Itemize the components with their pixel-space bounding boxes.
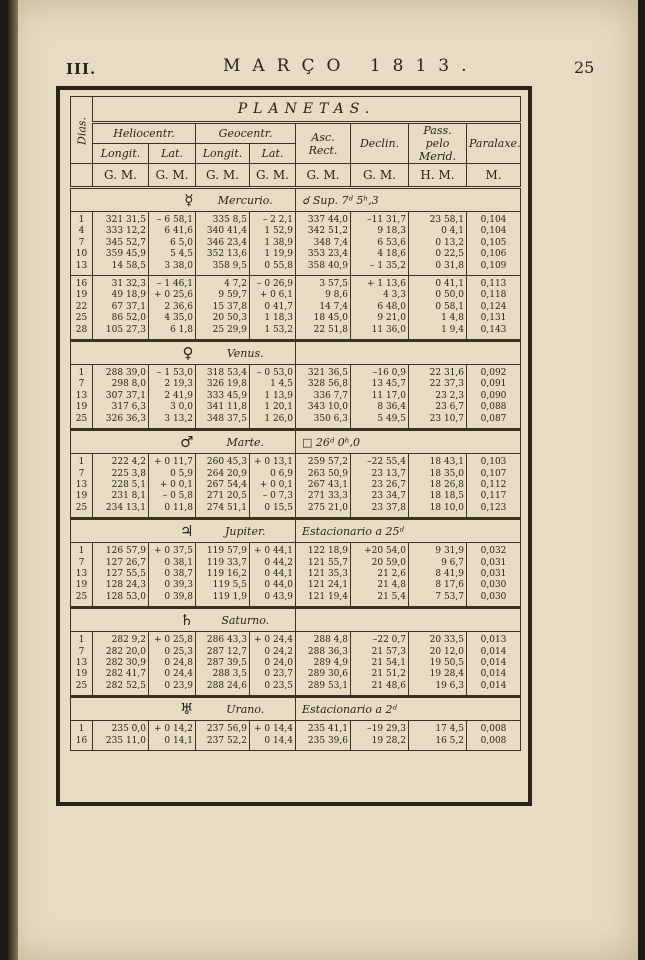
pass-merid-cell: 0 41,1 0 50,0 0 58,1 1 4,8 1 9,4 [409,276,467,341]
geo-lat-cell: + 0 13,1 0 6,9 + 0 0,1 – 0 7,3 0 15,5 [250,454,296,519]
asc-rect-cell: 122 18,9 121 55,7 121 35,3 121 24,1 121 19,4 [296,543,351,608]
helio-lat-cell: – 1 46,1 + 0 25,6 2 36,6 4 35,0 6 1,8 [149,276,196,341]
planet-note: Estacionario a 2ᵈ [296,697,521,721]
uranus-symbol-icon: ♅ [180,700,194,719]
pass-merid-cell: 22 31,6 22 37,3 23 2,3 23 6,7 23 10,7 [409,365,467,430]
geo-lat-header: Lat. [250,144,296,164]
jupiter-symbol-icon: ♃ [180,522,194,541]
planet-header-urano [71,697,521,721]
helio-lat-cell: + 0 37,5 0 38,1 0 38,7 0 39,3 0 39,8 [149,543,196,608]
data-block [71,721,521,751]
planets-table [70,96,521,751]
helio-longit-cell: 235 0,0 235 11,0 [93,721,149,751]
planet-header-saturno [71,608,521,632]
dias-header: Dias. [71,97,93,164]
data-block [71,276,521,341]
declin-cell: + 1 13,6 4 3,3 6 48,0 9 21,0 11 36,0 [351,276,409,341]
planetas-header: PLANETAS. [93,97,521,123]
planet-name: Marte. [196,430,296,454]
units-cell: G. M. [196,164,250,188]
pass-merid-header: Pass. pelo Merid. [409,123,467,164]
declin-cell: –16 0,9 13 45,7 11 17,0 8 36,4 5 49,5 [351,365,409,430]
geo-longit-cell: 318 53,4 326 19,8 333 45,9 341 11,8 348 37,5 [196,365,250,430]
paralaxe-cell: 0,032 0,031 0,031 0,030 0,030 [467,543,521,608]
month-title: MARÇO 1813. [223,56,479,76]
mars-symbol-icon: ♂ [180,433,194,452]
planet-header-venus [71,341,521,365]
helio-lat-cell: – 1 53,0 2 19,3 2 41,9 3 0,0 3 13,2 [149,365,196,430]
saturn-symbol-icon: ♄ [180,611,194,630]
data-block [71,212,521,276]
helio-lat-cell: + 0 14,2 0 14,1 [149,721,196,751]
asc-rect-cell: 259 57,2 263 50,9 267 43,1 271 33,3 275 21,0 [296,454,351,519]
data-block [71,632,521,697]
paralaxe-cell: 0,104 0,104 0,105 0,106 0,109 [467,212,521,276]
geo-lat-cell: – 0 53,0 1 4,5 1 13,9 1 20,1 1 26,0 [250,365,296,430]
dias-cell: 1 16 [71,721,93,751]
units-row [71,164,521,188]
planet-note [296,608,521,632]
declin-cell: +20 54,0 20 59,0 21 2,6 21 4,8 21 5,4 [351,543,409,608]
units-cell: G. M. [250,164,296,188]
planet-note: Estacionario a 25ᵈ [296,519,521,543]
helio-lat-header: Lat. [149,144,196,164]
running-header [8,52,638,82]
geo-lat-cell: + 0 14,4 0 14,4 [250,721,296,751]
geo-lat-cell: + 0 44,1 0 44,2 0 44,1 0 44,0 0 43,9 [250,543,296,608]
asc-rect-cell: 235 41,1 235 39,6 [296,721,351,751]
book-page [8,0,638,960]
helio-longit-header: Longit. [93,144,149,164]
paralaxe-cell: 0,092 0,091 0,090 0,088 0,087 [467,365,521,430]
planet-note [296,341,521,365]
units-cell: H. M. [409,164,467,188]
paralaxe-header: Paralaxe. [467,123,521,164]
asc-rect-cell: 3 57,5 9 8,6 14 7,4 18 45,0 22 51,8 [296,276,351,341]
pass-merid-cell: 20 33,5 20 12,0 19 50,5 19 28,4 19 6,3 [409,632,467,697]
planet-header-jupiter [71,519,521,543]
units-cell: M. [467,164,521,188]
helio-longit-cell: 321 31,5 333 12,2 345 52,7 359 45,9 14 58,5 [93,212,149,276]
geo-longit-cell: 260 45,3 264 20,9 267 54,4 271 20,5 274 51,1 [196,454,250,519]
planet-name: Saturno. [196,608,296,632]
helio-lat-cell: + 0 11,7 0 5,9 + 0 0,1 – 0 5,8 0 11,8 [149,454,196,519]
dias-cell: 16 19 22 25 28 [71,276,93,341]
pass-merid-cell: 23 58,1 0 4,1 0 13,2 0 22,5 0 31,8 [409,212,467,276]
paralaxe-cell: 0,113 0,118 0,124 0,131 0,143 [467,276,521,341]
planet-note: ☌ Sup. 7ᵈ 5ʰ,3 [296,188,521,212]
units-cell [71,164,93,188]
planet-header-marte [71,430,521,454]
heliocentr-header: Heliocentr. [93,123,196,144]
dias-cell: 1 7 13 19 25 [71,454,93,519]
asc-rect-cell: 288 4,8 288 36,3 289 4,9 289 30,6 289 53,1 [296,632,351,697]
dias-cell: 1 4 7 10 13 [71,212,93,276]
mercury-symbol-icon: ☿ [184,191,194,209]
helio-longit-cell: 31 32,3 49 18,9 67 37,1 86 52,0 105 27,3 [93,276,149,341]
planet-name: Urano. [196,697,296,721]
helio-longit-cell: 126 57,9 127 26,7 127 55,5 128 24,3 128 53,0 [93,543,149,608]
venus-symbol-icon: ♀ [182,344,194,363]
geo-lat-cell: – 0 26,9 + 0 6,1 0 41,7 1 18,3 1 53,2 [250,276,296,341]
pass-merid-cell: 18 43,1 18 35,0 18 26,8 18 18,5 18 10,0 [409,454,467,519]
helio-longit-cell: 282 9,2 282 20,0 282 30,9 282 41,7 282 52,5 [93,632,149,697]
dias-cell: 1 7 13 19 25 [71,365,93,430]
table-frame [56,86,532,806]
paralaxe-cell: 0,013 0,014 0,014 0,014 0,014 [467,632,521,697]
declin-header: Declin. [351,123,409,164]
helio-longit-cell: 288 39,0 298 8,0 307 37,1 317 6,3 326 36,3 [93,365,149,430]
section-number: III. [66,60,97,78]
asc-rect-cell: 321 36,5 328 56,8 336 7,7 343 10,0 350 6,3 [296,365,351,430]
planet-name: Venus. [196,341,296,365]
units-cell: G. M. [296,164,351,188]
units-cell: G. M. [93,164,149,188]
pass-merid-cell: 17 4,5 16 5,2 [409,721,467,751]
data-block [71,543,521,608]
units-cell: G. M. [149,164,196,188]
planet-name: Mercurio. [196,188,296,212]
planet-note: □ 26ᵈ 0ʰ,0 [296,430,521,454]
data-block [71,454,521,519]
paralaxe-cell: 0,008 0,008 [467,721,521,751]
dias-cell: 1 7 13 19 25 [71,543,93,608]
planet-name: Jupiter. [196,519,296,543]
planet-header-mercurio [71,188,521,212]
geo-longit-cell: 237 56,9 237 52,2 [196,721,250,751]
page-number: 25 [574,58,595,77]
geo-longit-cell: 286 43,3 287 12,7 287 39,5 288 3,5 288 24,6 [196,632,250,697]
declin-cell: –19 29,3 19 28,2 [351,721,409,751]
geo-longit-cell: 4 7,2 9 59,7 15 37,8 20 50,3 25 29,9 [196,276,250,341]
geo-longit-header: Longit. [196,144,250,164]
book-spine [8,0,18,960]
declin-cell: –11 31,7 9 18,3 6 53,6 4 18,6 – 1 35,2 [351,212,409,276]
dias-cell: 1 7 13 19 25 [71,632,93,697]
geo-longit-cell: 119 57,9 119 33,7 119 16,2 119 5,5 119 1,9 [196,543,250,608]
declin-cell: –22 0,7 21 57,3 21 54,1 21 51,2 21 48,6 [351,632,409,697]
geo-lat-cell: + 0 24,4 0 24,2 0 24,0 0 23,7 0 23,5 [250,632,296,697]
units-cell: G. M. [351,164,409,188]
asc-rect-header: Asc. Rect. [296,123,351,164]
declin-cell: –22 55,4 23 13,7 23 26,7 23 34,7 23 37,8 [351,454,409,519]
geo-lat-cell: – 2 2,1 1 52,9 1 38,9 1 19,9 0 55,8 [250,212,296,276]
paralaxe-cell: 0,103 0,107 0,112 0,117 0,123 [467,454,521,519]
data-block [71,365,521,430]
pass-merid-cell: 9 31,9 9 6,7 8 41,9 8 17,6 7 53,7 [409,543,467,608]
geo-longit-cell: 335 8,5 340 41,4 346 23,4 352 13,6 358 9,5 [196,212,250,276]
helio-longit-cell: 222 4,2 225 3,8 228 5,1 231 8,1 234 13,1 [93,454,149,519]
geocentr-header: Geocentr. [196,123,296,144]
asc-rect-cell: 337 44,0 342 51,2 348 7,4 353 23,4 358 40,9 [296,212,351,276]
helio-lat-cell: – 6 58,1 6 41,6 6 5,0 5 4,5 3 38,0 [149,212,196,276]
helio-lat-cell: + 0 25,8 0 25,3 0 24,8 0 24,4 0 23,9 [149,632,196,697]
